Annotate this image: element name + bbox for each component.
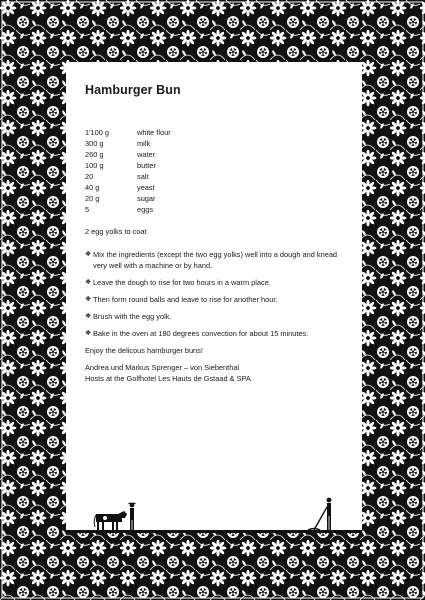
ground-line [66,530,362,533]
ingredient-quantity: 100 g [85,161,104,170]
ingredient-name: salt [137,172,149,181]
signature-names: Andrea und Markus Sprenger – von Siebenthal [85,363,240,372]
ingredient-row [85,149,350,160]
ingredient-quantity: 20 [85,172,94,181]
step-text: Leave the dough to rise for two hours in a warm place. [93,278,271,287]
step-item [85,328,350,339]
ingredient-row [85,204,350,215]
ingredient-row [85,193,350,204]
ingredient-row [85,138,350,149]
ingredient-row [85,127,350,138]
ingredient-name: sugar [137,194,156,203]
ingredient-name: butter [137,161,156,170]
ingredient-quantity: 40 g [85,183,100,192]
ingredient-name: eggs [137,205,154,214]
ingredient-row [85,160,350,171]
step-text: Then form round balls and leave to rise for another hour. [93,295,278,304]
ingredient-name: milk [137,139,151,148]
coat-note: 2 egg yolks to coat [85,227,147,236]
diamond-bullet-icon: ❖ [85,251,92,258]
recipe-title: Hamburger Bun [85,83,181,97]
ingredient-name: water [137,150,156,159]
ingredient-list [85,127,350,215]
step-text: Brush with the egg yolk. [93,312,172,321]
step-text: Mix the ingredients (except the two egg yolks) well into a dough and knead very well with a machine or by hand. [93,250,338,270]
step-item [85,294,350,305]
step-item [85,249,350,271]
ingredient-row [85,171,350,182]
enjoy-note: Enjoy the delicous hamburger buns! [85,346,203,355]
step-list [85,249,350,339]
diamond-bullet-icon: ❖ [85,330,92,337]
ingredient-row [85,182,350,193]
ingredient-quantity: 5 [85,205,90,214]
step-item [85,311,350,322]
diamond-bullet-icon: ❖ [85,296,92,303]
step-text: Bake in the oven at 180 degrees convection for about 15 minutes. [93,329,309,338]
signature-hosts: Hosts at the Golfhotel Les Hauts de Gstaad & SPA [85,374,251,383]
ingredient-name: white flour [137,128,171,137]
silhouette-scene [0,490,425,540]
ingredient-quantity: 300 g [85,139,104,148]
recipe-content [85,83,350,384]
diamond-bullet-icon: ❖ [85,313,92,320]
ingredient-quantity: 260 g [85,150,104,159]
diamond-bullet-icon: ❖ [85,279,92,286]
mower-icon [308,498,331,530]
step-item [85,277,350,288]
ingredient-quantity: 20 g [85,194,100,203]
cow-icon [94,511,127,530]
ingredient-name: yeast [137,183,155,192]
farmer-icon [129,503,136,530]
ingredient-quantity: 1'100 g [85,128,110,137]
